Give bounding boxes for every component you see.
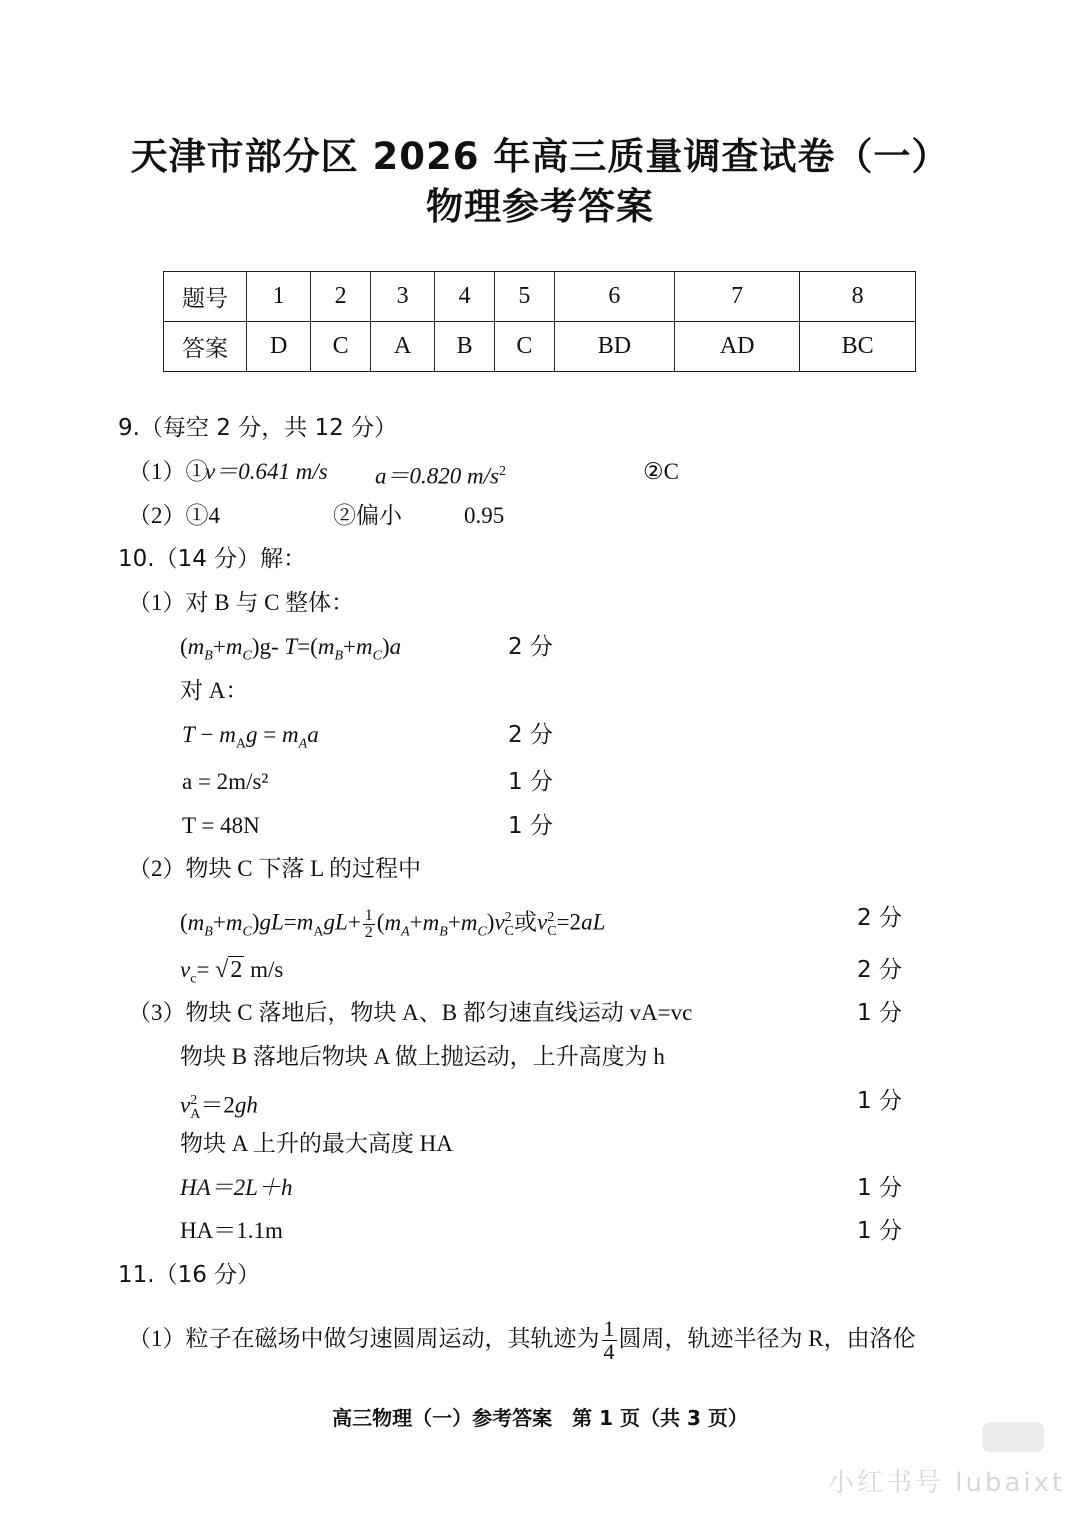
score-label: 1 分 — [508, 813, 553, 839]
q10-eq-vc: $v_c= √2$ m/s — [180, 957, 284, 987]
table-cell: 5 — [495, 272, 555, 322]
q10-part1-intro: （1）对 B 与 C 整体： — [128, 590, 355, 615]
table-cell: C — [311, 322, 371, 372]
q10-eq-tension: T = 48N — [182, 813, 260, 838]
table-row — [164, 272, 916, 322]
table-cell: A — [371, 322, 435, 372]
table-cell: D — [247, 322, 311, 372]
table-cell: 1 — [247, 272, 311, 322]
q10-eq-energy: $(m_B+m_C)gL=m_AgL+$ $\frac{1}{2}$ $(m_A+m_B+m_C)v^2_C$或$v^2_C=2aL$ — [180, 906, 606, 941]
fraction-half: $\frac{1}{2}$ — [364, 906, 373, 941]
table-header-answer: 答案 — [164, 322, 247, 372]
q10-part3-line1: （3）物块 C 落地后，物块 A、B 都匀速直线运动 vA=vc — [128, 1000, 693, 1025]
score-label: 2 分 — [508, 634, 553, 660]
score-label: 2 分 — [857, 905, 902, 931]
table-cell: 4 — [435, 272, 495, 322]
score-label: 1 分 — [508, 769, 553, 795]
watermark-logo — [982, 1422, 1044, 1452]
q9-part2-value: 0.95 — [464, 503, 505, 528]
q9-part1-choice: ②C — [643, 459, 679, 484]
score-label: 1 分 — [857, 1218, 902, 1244]
watermark: 小红书号 lubaixt — [828, 1468, 1066, 1498]
score-label: 2 分 — [857, 957, 902, 983]
q10-part2-intro: （2）物块 C 下落 L 的过程中 — [128, 856, 422, 881]
table-cell: AD — [675, 322, 800, 372]
table-cell: BD — [554, 322, 674, 372]
q10-for-a: 对 A： — [180, 678, 249, 703]
page-subtitle: 物理参考答案 — [426, 185, 654, 228]
q10-eq-bc: $(m_B+m_C)g-$ $T=(m_B+m_C)a$ — [180, 634, 402, 664]
table-header-number: 题号 — [164, 272, 247, 322]
or-word: 或 — [514, 909, 538, 936]
table-cell: 7 — [675, 272, 800, 322]
q11-part1-text-a: （1）粒子在磁场中做匀速圆周运动，其轨迹为 — [128, 1325, 600, 1351]
page-title: 天津市部分区 2026 年高三质量调查试卷（一） — [130, 135, 950, 178]
score-label: 1 分 — [857, 1088, 902, 1114]
q10-heading: 10.（14 分）解： — [118, 546, 307, 572]
score-label: 1 分 — [857, 1000, 902, 1026]
q9-heading: 9.（每空 2 分，共 12 分） — [118, 415, 398, 441]
score-label: 1 分 — [857, 1175, 902, 1201]
q10-eq-ha: HA＝2L＋h — [180, 1175, 293, 1200]
q11-part1 — [128, 1318, 916, 1363]
q9-part2-label: （2）①4 — [128, 503, 220, 528]
table-row — [164, 322, 916, 372]
q9-part1-label: （1）① — [128, 459, 209, 484]
q10-eq-accel: a = 2m/s² — [182, 769, 269, 794]
table-cell: B — [435, 322, 495, 372]
q10-part3-line2: 物块 B 落地后物块 A 做上抛运动，上升高度为 h — [180, 1044, 665, 1069]
q11-heading: 11.（16 分） — [118, 1262, 261, 1288]
q10-eq-height: $v^2_A=2gh$ — [180, 1092, 258, 1123]
q9-accel-sup: 2 — [498, 464, 506, 479]
q10-eq-ha-value: HA＝1.1m — [180, 1218, 283, 1243]
q10-part3-line4: 物块 A 上升的最大高度 HA — [180, 1131, 453, 1156]
page-footer: 高三物理（一）参考答案 第 1 页（共 3 页） — [332, 1406, 748, 1430]
score-label: 2 分 — [508, 722, 553, 748]
fraction-quarter: $\frac{1}{4}$ — [603, 1316, 615, 1364]
q11-part1-text-b: 圆周，轨迹半径为 R，由洛伦 — [618, 1325, 916, 1351]
answer-table — [163, 271, 916, 372]
table-cell: 3 — [371, 272, 435, 322]
q9-accel-text: a＝0.820 m/s — [375, 463, 499, 489]
table-cell: 8 — [800, 272, 916, 322]
table-cell: 2 — [311, 272, 371, 322]
q10-eq-a: $T - m_Ag = m_Aa$ — [182, 722, 319, 752]
table-cell: 6 — [554, 272, 674, 322]
table-cell: C — [495, 322, 555, 372]
q9-part1-acceleration — [375, 457, 506, 492]
table-cell: BC — [800, 322, 916, 372]
q9-part2-result: ②偏小 — [333, 503, 402, 528]
q9-part1-velocity: v＝0.641 m/s — [205, 459, 328, 484]
